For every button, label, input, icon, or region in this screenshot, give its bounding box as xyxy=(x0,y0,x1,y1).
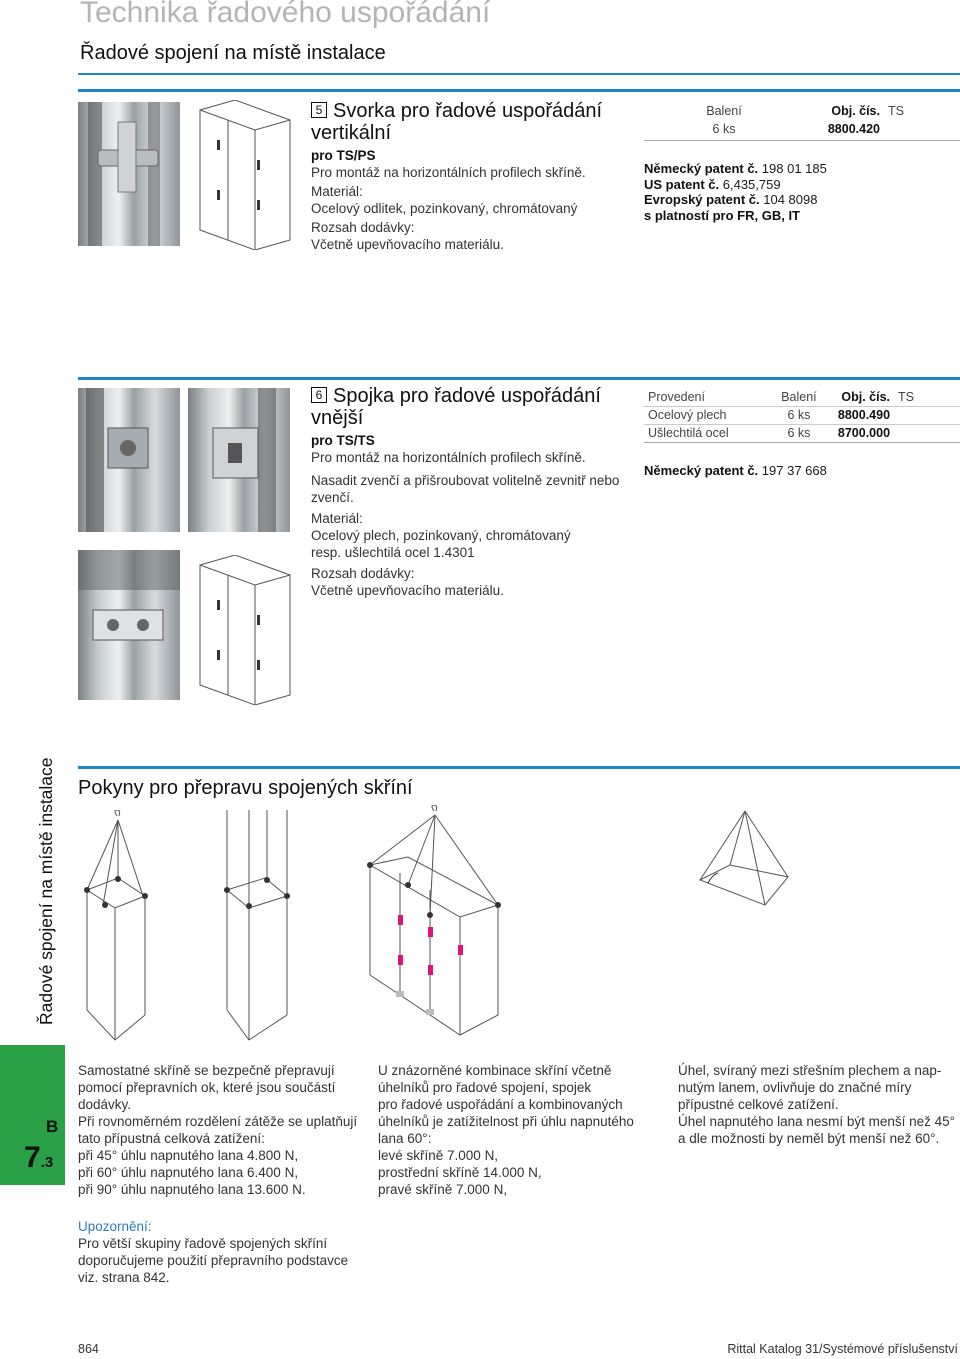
section6-for: pro TS/TS xyxy=(311,433,375,448)
section6-heading: 6 Spojka pro řadové uspořádání vnější xyxy=(311,385,601,429)
section6-rule xyxy=(78,377,960,380)
chapter-tab xyxy=(0,1045,65,1185)
transport-col2: U znázorněné kombinace skříní včetně úhelníků pro řadové spojení, spojek pro řadové uspořádání a kombinovaných úhelníků je zatížitelnost při úhlu napnutého lana 60°: levé skříně 7.000 N, prostřední skříně 14.000 N, pravé skříně 7.000 N, xyxy=(378,1063,634,1197)
section6-material-label: Materiál: xyxy=(311,511,363,526)
patent-line: US patent č. 6,435,759 xyxy=(644,176,781,192)
section5-intro: Pro montáž na horizontálních profilech skříně. xyxy=(311,165,586,180)
section5-text xyxy=(311,100,631,253)
table-row: Ocelový plech 6 ks 8800.490 xyxy=(644,406,960,424)
catalog-footer: Rittal Katalog 31/Systémové příslušenství xyxy=(727,1342,958,1356)
single-cabinet-rope-90 xyxy=(215,810,315,1050)
page-number: 864 xyxy=(78,1342,99,1356)
table-row: 6 ks 8800.420 xyxy=(712,122,880,136)
table-header-row: Provedení Balení Obj. čís. TS xyxy=(648,389,915,404)
section6-table xyxy=(644,388,960,478)
page-subtitle: Řadové spojení na místě instalace xyxy=(80,42,386,64)
sidebar-vertical-text: Řadové spojení na místě instalace xyxy=(36,757,56,1025)
section6-mount: Nasadit zvenčí a přišroubovat volitelně zevnitř nebo zvenčí. xyxy=(311,473,620,505)
section5-table xyxy=(644,102,960,223)
section5-for: pro TS/PS xyxy=(311,148,376,163)
section6-scope-label: Rozsah dodávky: xyxy=(311,566,415,581)
transport-heading: Pokyny pro přepravu spojených skříní xyxy=(78,777,413,799)
clamp-photo-detail xyxy=(78,102,180,246)
section5-rule xyxy=(78,89,960,92)
section6-text xyxy=(311,385,631,599)
section6-material: Ocelový plech, pozinkovaný, chromátovaný xyxy=(311,528,571,543)
patent-line: Evropský patent č. 104 8098 xyxy=(644,192,818,207)
table-header-row: Balení Obj. čís. TS xyxy=(706,104,904,118)
coupling-photo-1 xyxy=(78,388,180,532)
single-cabinet-rope-45 xyxy=(75,810,185,1050)
section5-material-label: Materiál: xyxy=(311,184,363,199)
section5-number: 5 xyxy=(311,102,327,118)
section5-heading: 5 Svorka pro řadové uspořádání vertikální xyxy=(311,100,603,144)
patent-line: s platností pro FR, GB, IT xyxy=(644,207,800,223)
section5-patents xyxy=(644,161,960,223)
section5-scope-label: Rozsah dodávky: xyxy=(311,220,415,235)
patent-line: Německý patent č. 198 01 185 xyxy=(644,161,827,176)
section6-number: 6 xyxy=(311,387,327,403)
cabinet-sketch-5 xyxy=(190,100,300,250)
cabinet-sketch-6 xyxy=(190,555,300,705)
roof-angle-pyramid xyxy=(690,805,800,915)
page-title: Technika řadového uspořádání xyxy=(80,0,491,29)
transport-note: Upozornění: Pro větší skupiny řadově spojených skříní doporučujeme použití přepravního podstavce viz. strana 842. xyxy=(78,1218,378,1286)
chapter-letter: B xyxy=(46,1117,59,1136)
header-rule xyxy=(78,73,960,75)
section5-scope: Včetně upevňovacího materiálu. xyxy=(311,237,504,252)
coupling-photo-2 xyxy=(188,388,290,532)
transport-col3: Úhel, svíraný mezi střešním plechem a nap- nutým lanem, ovlivňuje do značné míry přípustné celkové zatížení. Úhel napnutého lana nesmí být menší než 45° a dle možnosti by neměl být menší než 60°. xyxy=(678,1063,956,1146)
note-label: Upozornění: xyxy=(78,1219,152,1234)
chapter-number: 7.3 xyxy=(24,1141,54,1174)
coupling-photo-3 xyxy=(78,550,180,700)
transport-rule xyxy=(78,766,960,769)
section6-scope: Včetně upevňovacího materiálu. xyxy=(311,583,504,598)
table-divider xyxy=(644,140,960,141)
section6-patent: Německý patent č. 197 37 668 xyxy=(644,462,827,478)
clamp-photo xyxy=(78,102,180,246)
table-row: Ušlechtilá ocel 6 ks 8700.000 xyxy=(644,424,960,442)
section6-material2: resp. ušlechtilá ocel 1.4301 xyxy=(311,545,475,560)
section5-material: Ocelový odlitek, pozinkovaný, chromátovaný xyxy=(311,201,578,216)
combined-cabinets-rope-60 xyxy=(360,805,530,1050)
transport-col1: Samostatné skříně se bezpečně přepravují pomocí přepravních ok, které jsou součástí dodávky. Při rovnoměrném rozdělení zátěže se uplatňují tato přípustná celková zatížení: při 45° úhlu napnutého lana 4.800 N, při 60° úhlu napnutého lana 6.400 N, při 90° úhlu napnutého lana 13.600 N. xyxy=(78,1063,358,1197)
section6-intro: Pro montáž na horizontálních profilech skříně. xyxy=(311,450,586,465)
